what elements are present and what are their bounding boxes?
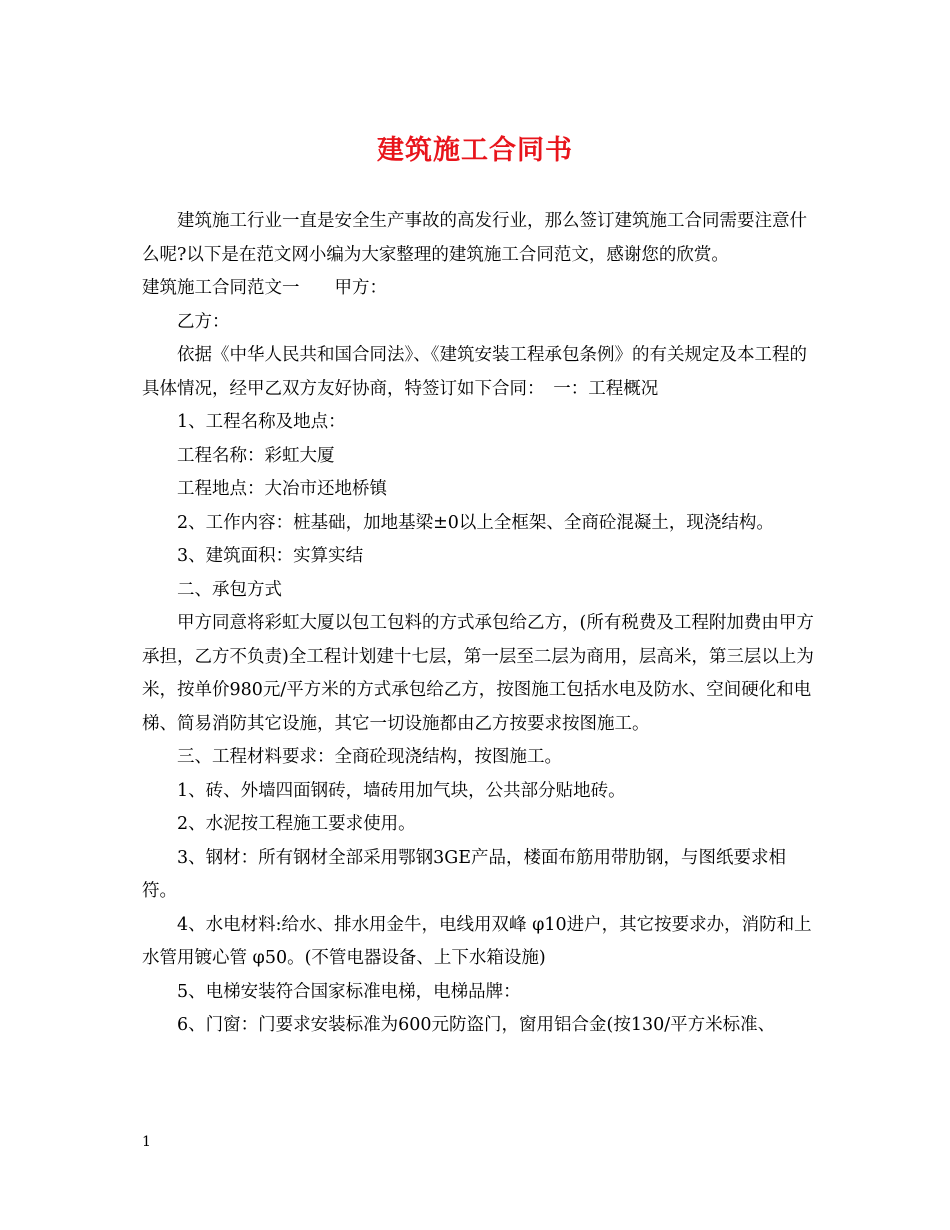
paragraph: 工程地点：大冶市还地桥镇	[177, 479, 387, 499]
document-body	[142, 205, 818, 1043]
paragraph: 1、砖、外墙四面钢砖，墙砖用加气块，公共部分贴地砖。	[177, 780, 626, 801]
paragraph: 二、承包方式	[177, 579, 282, 600]
paragraph: 依据《中华人民共和国合同法》、《建筑安装工程承包条例》的有关规定及本工程的具体情况，经甲乙双方友好协商，特签订如下合同： 一：工程概况	[142, 345, 807, 399]
paragraph: 2、工作内容：桩基础，加地基梁±0以上全框架、全商砼混凝土，现浇结构。	[177, 512, 774, 533]
paragraph: 建筑施工行业一直是安全生产事故的高发行业，那么签订建筑施工合同需要注意什么呢?以下是在范文网小编为大家整理的建筑施工合同范文，感谢您的欣赏。	[142, 211, 807, 265]
paragraph: 乙方：	[177, 311, 230, 332]
paragraph: 甲方同意将彩虹大厦以包工包料的方式承包给乙方，(所有税费及工程附加费由甲方承担，乙方不负责)全工程计划建十七层，第一层至二层为商用，层高米，第三层以上为米，按单价980元/平方米的方式承包给乙方，按图施工包括水电及防水、空间硬化和电梯、简易消防其它设施，其它一切设施都由乙方按要求按图施工。	[142, 613, 814, 734]
paragraph: 工程名称：彩虹大厦	[177, 445, 335, 466]
document-title: 建筑施工合同书	[377, 135, 573, 166]
paragraph: 4、水电材料:给水、排水用金牛，电线用双峰 φ10进户，其它按要求办，消防和上水管用镀心管 φ50。(不管电器设备、上下水箱设施)	[142, 914, 812, 968]
paragraph: 3、建筑面积：实算实结	[177, 546, 364, 566]
page-number: 1	[142, 1134, 151, 1150]
paragraph: 建筑施工合同范文一 甲方：	[142, 278, 387, 298]
paragraph: 5、电梯安装符合国家标准电梯，电梯品牌：	[177, 981, 521, 1002]
paragraph: 1、工程名称及地点：	[177, 412, 346, 432]
paragraph: 6、门窗：门要求安装标准为600元防盗门，窗用铝合金(按130/平方米标准、	[177, 1015, 776, 1035]
paragraph: 三、工程材料要求：全商砼现浇结构，按图施工。	[177, 747, 562, 767]
paragraph: 2、水泥按工程施工要求使用。	[177, 814, 416, 834]
paragraph: 3、钢材：所有钢材全部采用鄂钢3GE产品，楼面布筋用带肋钢，与图纸要求相符。	[142, 847, 787, 901]
